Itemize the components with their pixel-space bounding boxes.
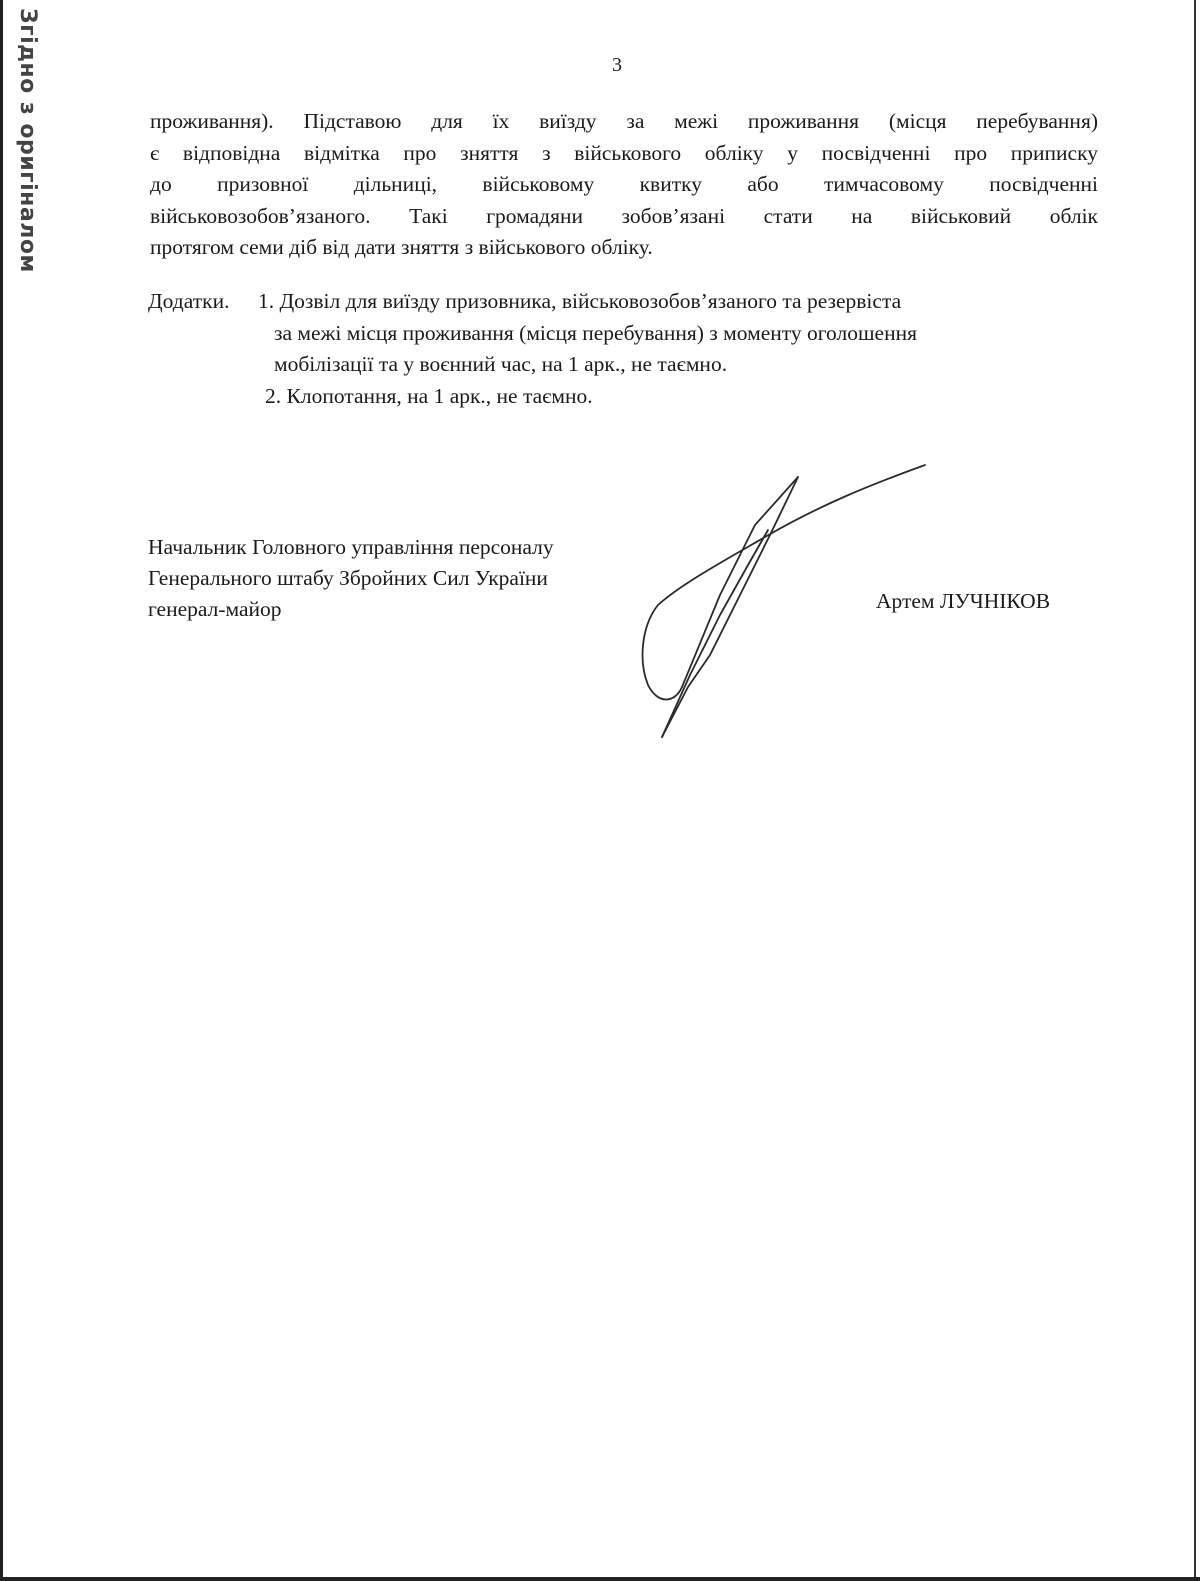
body-line: проживання). Підставою для їх виїзду за межі проживання (місця перебування) — [150, 109, 1098, 133]
right-scan-edge — [1194, 0, 1196, 1581]
attachment-item-1-line1: 1. Дозвіл для виїзду призовника, військовозобов’язаного та резервіста — [258, 289, 902, 313]
attachments-label: Додатки. — [148, 289, 230, 313]
body-line: є відповідна відмітка про зняття з військового обліку у посвідченні про приписку — [150, 140, 1098, 165]
attachment-item-1-line3: мобілізації та у воєнний час, на 1 арк., не таємно. — [274, 352, 728, 376]
page-number: 3 — [612, 54, 622, 76]
left-scan-edge — [0, 0, 3, 1581]
body-line: до призовної дільниці, військовому квитку або тимчасовому посвідченні — [150, 172, 1098, 196]
attachment-item-2: 2. Клопотання, на 1 арк., не таємно. — [265, 383, 593, 408]
position-line-2: Генерального штабу Збройних Сил України — [148, 566, 548, 590]
bottom-scan-edge — [0, 1577, 1200, 1581]
signatory-position — [148, 532, 554, 625]
attachment-item-1-row — [148, 286, 1098, 318]
attachment-item-1-line2: за межі місця проживання (місця перебування) з моменту оголошення — [274, 320, 917, 345]
position-line-1: Начальник Головного управління персоналу — [148, 535, 554, 559]
military-rank: генерал-майор — [148, 597, 282, 621]
certification-stamp: Згідно з оригіналом — [15, 8, 40, 273]
attachments-section — [148, 286, 1098, 412]
body-line: військовозобов’язаного. Такі громадяни зобов’язані стати на військовий облік — [150, 203, 1098, 228]
handwritten-signature — [620, 455, 940, 745]
body-line: протягом семи діб від дати зняття з військового обліку. — [150, 235, 653, 259]
body-paragraph — [150, 106, 1098, 264]
signer-name: Артем ЛУЧНІКОВ — [876, 589, 1051, 613]
